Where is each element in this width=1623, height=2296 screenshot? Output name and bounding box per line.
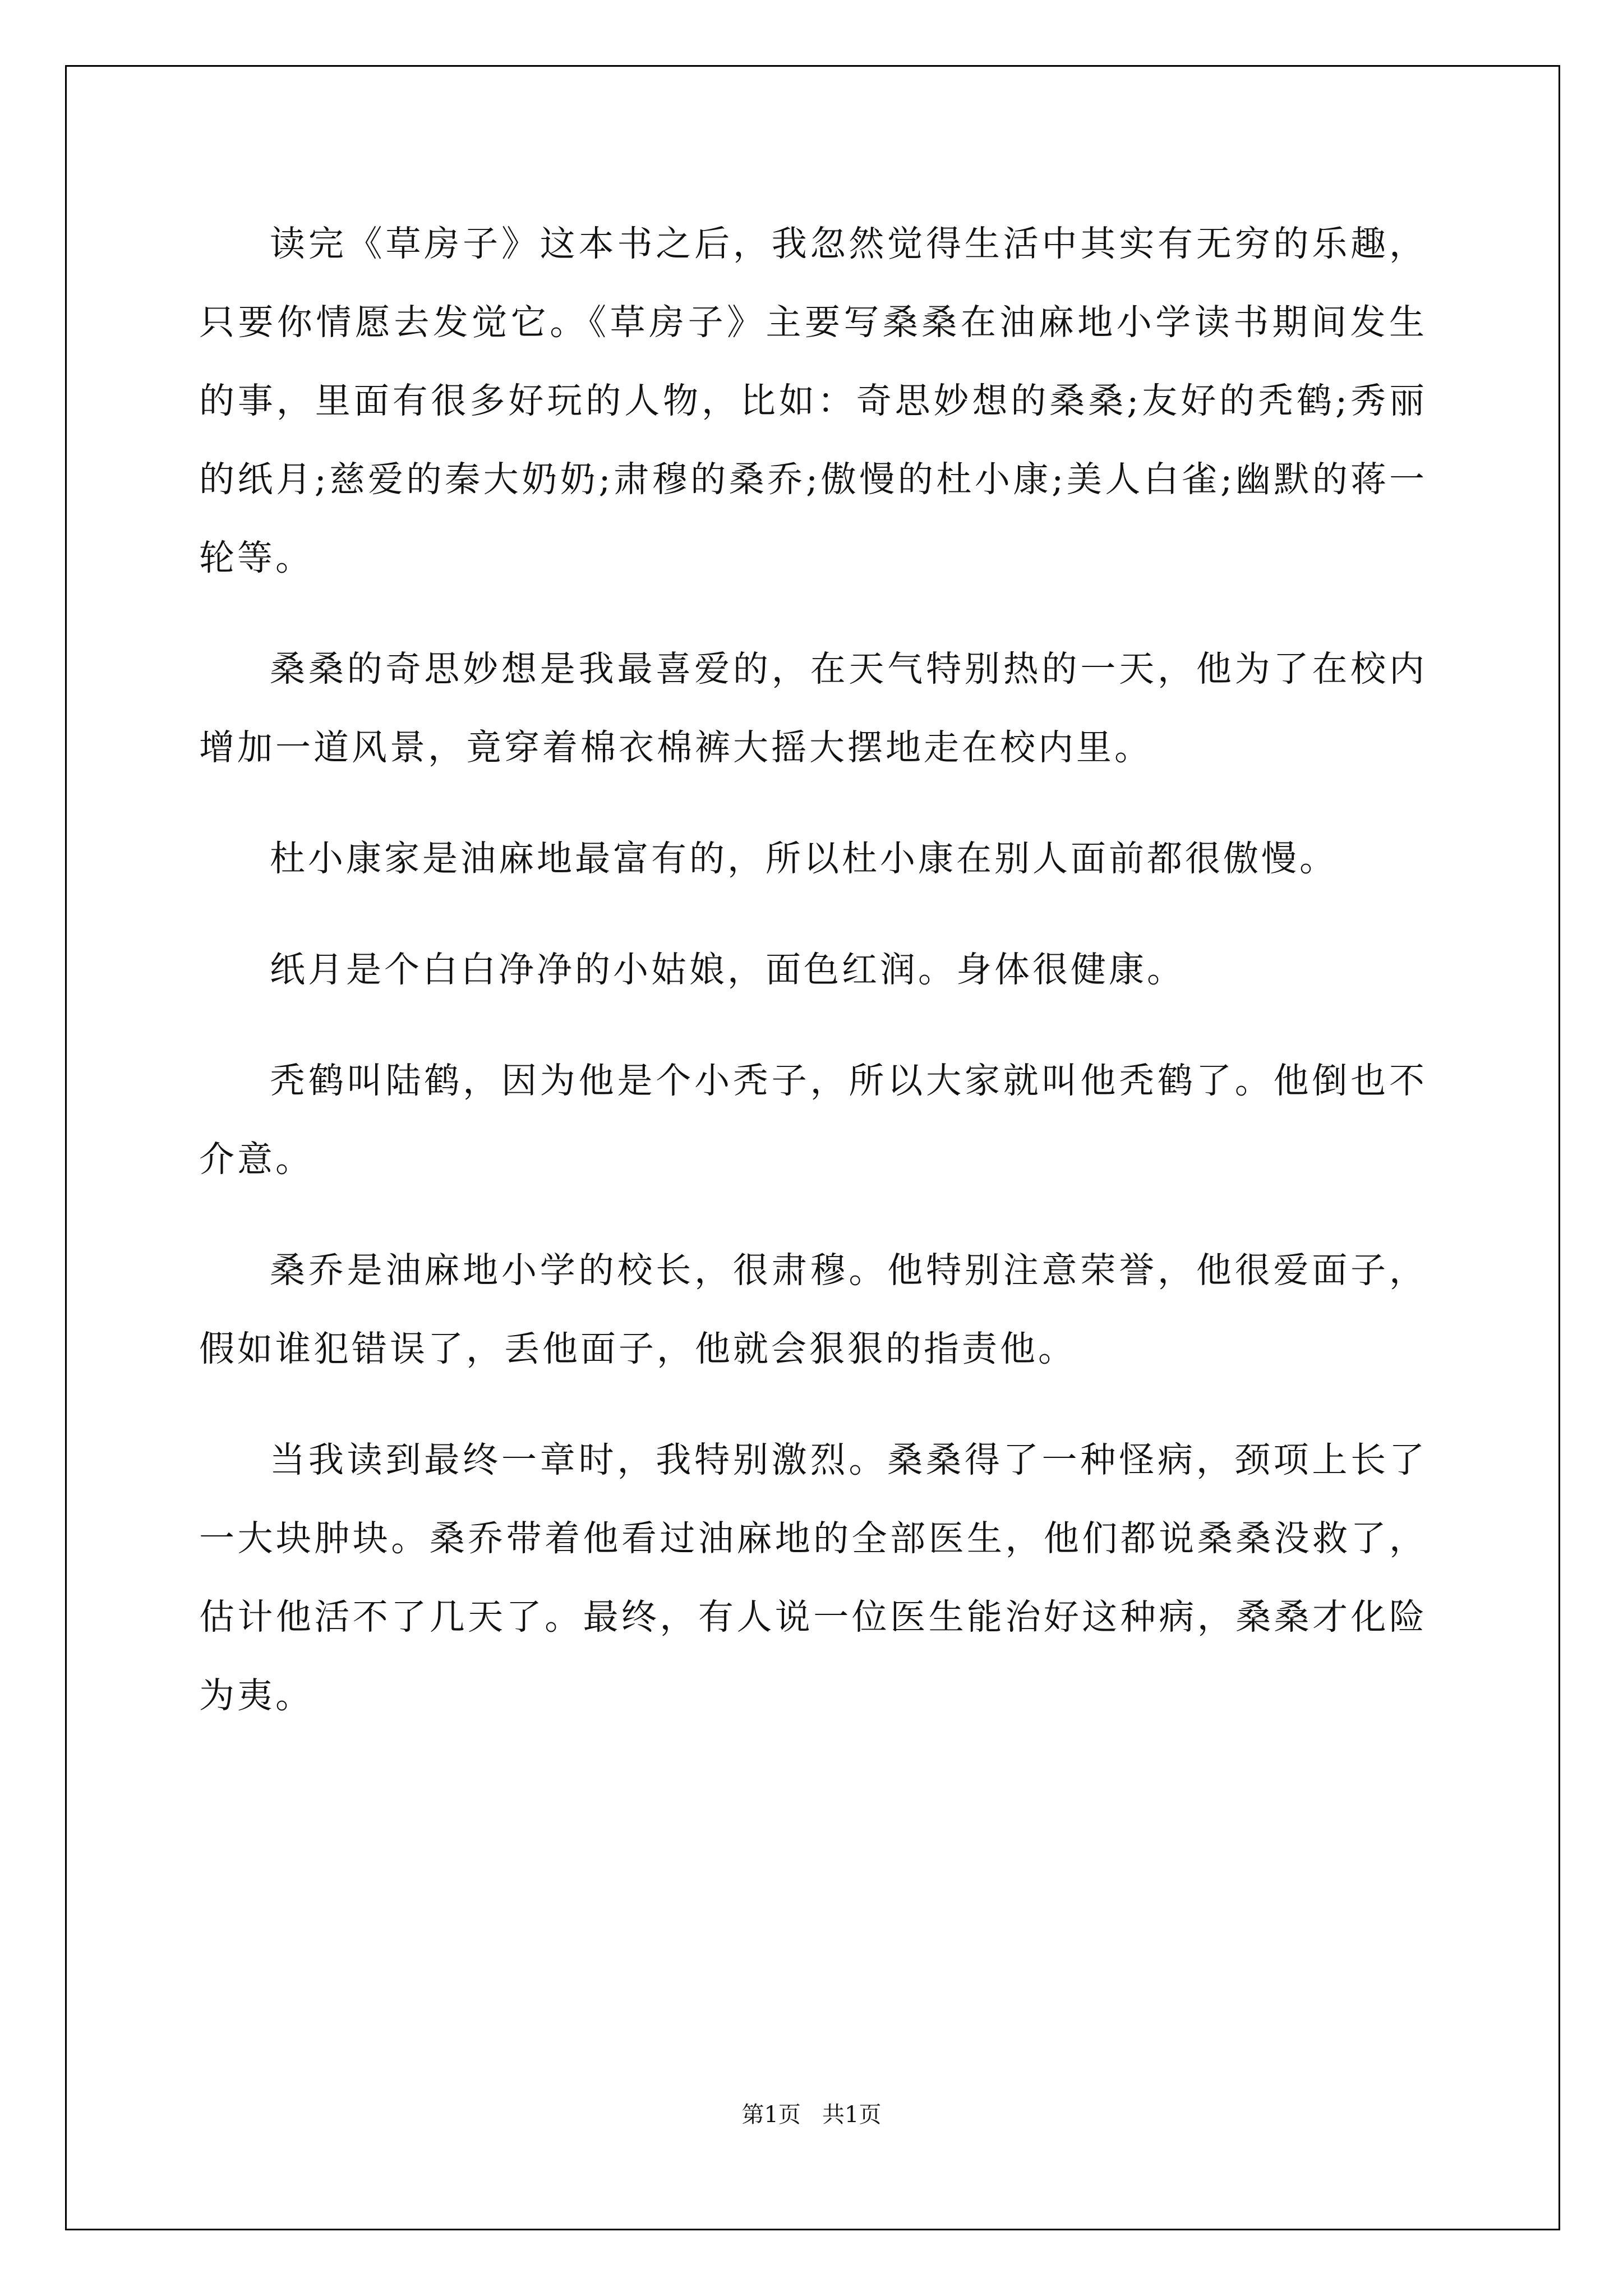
- paragraph: 秃鹤叫陆鹤，因为他是个小秃子，所以大家就叫他秃鹤了。他倒也不介意。: [199, 1060, 1427, 1180]
- document-body: [199, 205, 1427, 1768]
- paragraph: 桑桑的奇思妙想是我最喜爱的，在天气特别热的一天，他为了在校内增加一道风景，竟穿着棉衣棉裤大摇大摆地走在校内里。: [199, 648, 1427, 768]
- paragraph: 读完《草房子》这本书之后，我忽然觉得生活中其实有无穷的乐趣，只要你情愿去发觉它。《草房子》主要写桑桑在油麻地小学读书期间发生的事，里面有很多好玩的人物，比如：奇思妙想的桑桑;友好的秃鹤;秀丽的纸月;慈爱的秦大奶奶;肃穆的桑乔;傲慢的杜小康;美人白雀;幽默的蒋一轮等。: [199, 223, 1427, 578]
- paragraph: 纸月是个白白净净的小姑娘，面色红润。身体很健康。: [270, 949, 1185, 990]
- page-number-footer: 第1页 共1页: [741, 2102, 882, 2128]
- paragraph: 桑乔是油麻地小学的校长，很肃穆。他特别注意荣誉，他很爱面子，假如谁犯错误了，丢他面子，他就会狠狠的指责他。: [199, 1250, 1427, 1369]
- paragraph: 杜小康家是油麻地最富有的，所以杜小康在别人面前都很傲慢。: [270, 838, 1338, 879]
- paragraph: 当我读到最终一章时，我特别激烈。桑桑得了一种怪病，颈项上长了一大块肿块。桑乔带着他看过油麻地的全部医生，他们都说桑桑没救了，估计他活不了几天了。最终，有人说一位医生能治好这种病，桑桑才化险为夷。: [199, 1439, 1427, 1716]
